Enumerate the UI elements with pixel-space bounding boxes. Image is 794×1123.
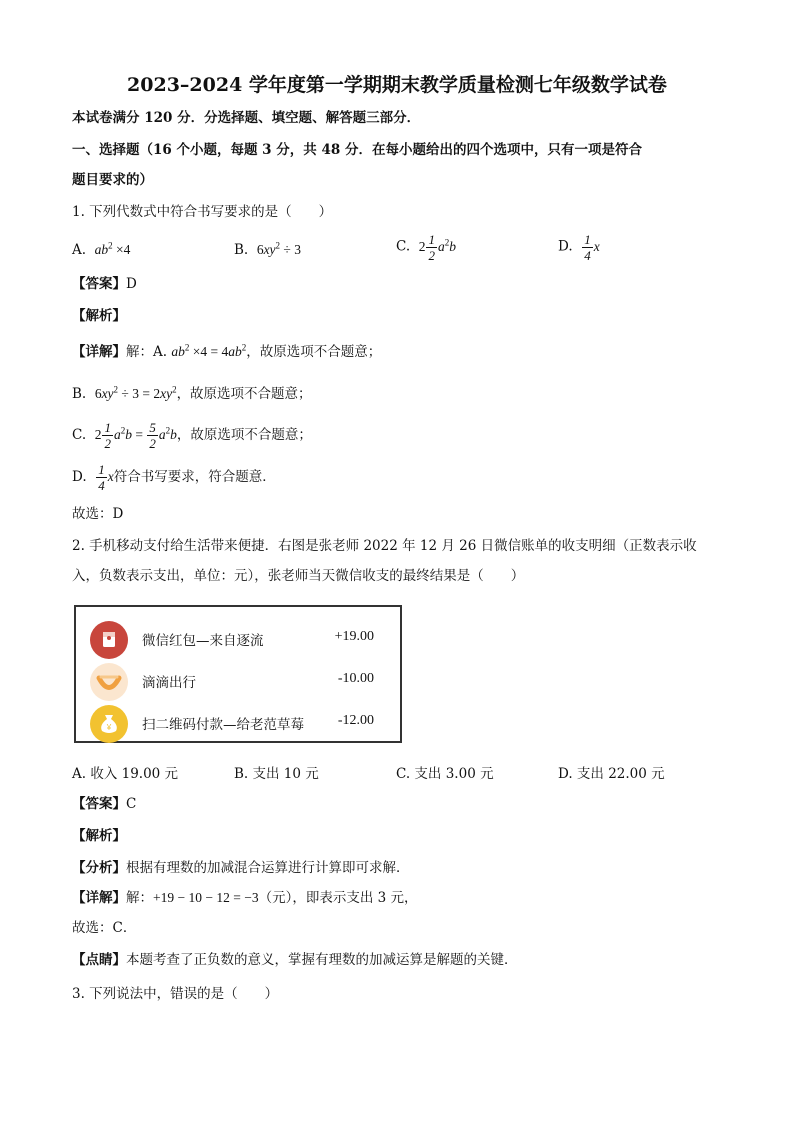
- q1-detail-a-prefix: 解：A.: [126, 344, 168, 360]
- q1-detail-c-prefix: C.: [72, 427, 87, 443]
- payment-amount: +19.00: [334, 629, 374, 644]
- q2-choose: 故选：C．: [72, 920, 137, 936]
- payment-label: 滴滴出行: [142, 675, 196, 691]
- q2-answer-tag: 【答案】: [72, 796, 126, 812]
- intro-text: 本试卷满分 120 分．分选择题、填空题、解答题三部分．: [72, 110, 421, 126]
- q1-detail-b-expr: $6xy^2 \div 3 = 2xy^2$: [94, 384, 177, 401]
- q1-answer-value: D: [126, 276, 137, 292]
- q2-option-b: B. 支出 10 元: [234, 766, 319, 782]
- q1-option-b-label: B.: [234, 242, 249, 258]
- payment-label: 扫二维码付款—给老范草莓: [142, 717, 304, 733]
- q1-detail-b-suffix: ，故原选项不合题意；: [176, 386, 312, 402]
- q1-option-a-expr: $ab^2 \times 4$: [94, 240, 131, 257]
- q2-detail: [72, 888, 418, 908]
- q2-stem-line1: 2. 手机移动支付给生活带来便捷．右图是张老师 2022 年 12 月 26 日微信账单的收支明细（正数表示收: [72, 538, 697, 554]
- q1-option-d-label: D.: [558, 238, 573, 255]
- payment-amount: -12.00: [337, 713, 374, 728]
- q1-detail-a: [72, 342, 381, 362]
- q1-detail-d-prefix: D.: [72, 469, 87, 485]
- q2-detail-tag: 【详解】: [72, 890, 126, 906]
- q1-detail-d: [72, 462, 276, 493]
- payment-row: [76, 701, 400, 743]
- q2-fenxi-tag: 【分析】: [72, 860, 126, 876]
- q1-option-a-label: A.: [72, 242, 87, 258]
- svg-text:¥: ¥: [106, 723, 112, 732]
- q1-detail-tag: 【详解】: [72, 344, 126, 360]
- q1-detail-d-expr: $\frac{1}{4}$ x: [98, 462, 114, 494]
- q1-detail-c: [72, 420, 312, 451]
- q1-choose: 故选：D: [72, 506, 124, 522]
- q1-answer: [72, 274, 137, 294]
- q2-detail-prefix: 解：: [126, 890, 153, 906]
- q2-detail-suffix: （元），即表示支出 3 元，: [258, 890, 418, 906]
- payment-details-box: [74, 605, 402, 743]
- q2-option-c: C. 支出 3.00 元: [396, 766, 494, 782]
- q1-detail-b: [72, 384, 312, 404]
- q2-dianjing-text: 本题考查了正负数的意义，掌握有理数的加减运算是解题的关键．: [126, 952, 518, 968]
- red-packet-icon: [90, 621, 128, 659]
- q1-option-c-label: C.: [396, 238, 411, 255]
- q2-answer: [72, 794, 136, 814]
- q2-stem-line2: 入，负数表示支出，单位：元），张老师当天微信收支的最终结果是（ ）: [72, 568, 525, 584]
- didi-icon: [90, 663, 128, 701]
- q1-stem: 1. 下列代数式中符合书写要求的是（ ）: [72, 204, 333, 220]
- payment-row: [76, 617, 400, 659]
- q2-dianjing: [72, 950, 518, 970]
- q1-detail-a-suffix: ，故原选项不合题意；: [246, 344, 382, 360]
- q1-detail-c-suffix: ，故原选项不合题意；: [176, 427, 312, 443]
- q1-option-c-expr: 2 $\frac{1}{2}$ $a^2b$: [418, 232, 456, 263]
- page-title: 2023–2024 学年度第一学期期末教学质量检测七年级数学试卷: [127, 74, 667, 96]
- q1-option-a: [72, 240, 130, 260]
- q1-detail-a-expr: $ab^2 \times 4 = 4ab^2$: [171, 342, 247, 359]
- q2-option-a: A. 收入 19.00 元: [72, 766, 179, 782]
- section1-heading-line2: 题目要求的）: [72, 172, 153, 188]
- q1-option-b: [234, 240, 301, 260]
- q2-detail-expr: +19 − 10 − 12 = −3: [153, 890, 259, 905]
- section1-heading-line1: 一、选择题（16 个小题，每题 3 分，共 48 分．在每小题给出的四个选项中，只有一项是符合: [72, 142, 642, 158]
- q1-option-b-expr: $6xy^2 \div 3$: [256, 240, 301, 257]
- q1-option-c: [396, 232, 456, 263]
- payment-amount: -10.00: [337, 671, 374, 686]
- payment-label: 微信红包—来自逐流: [142, 633, 264, 649]
- q3-stem: 3. 下列说法中，错误的是（ ）: [72, 986, 279, 1002]
- q1-detail-b-prefix: B.: [72, 386, 87, 402]
- q1-analysis-tag: 【解析】: [72, 308, 126, 324]
- q1-detail-c-expr: 2 $\frac{1}{2}$ $a^2b$ = $\frac{5}{2}$ $a^2b$: [94, 420, 177, 452]
- money-bag-icon: [90, 705, 128, 743]
- q2-fenxi: [72, 858, 410, 878]
- q2-dianjing-tag: 【点睛】: [72, 952, 126, 968]
- q2-option-d: D. 支出 22.00 元: [558, 766, 665, 782]
- q1-answer-tag: 【答案】: [72, 276, 126, 292]
- q2-analysis-tag: 【解析】: [72, 828, 126, 844]
- payment-row: [76, 659, 400, 701]
- q1-detail-d-suffix: 符合书写要求，符合题意．: [113, 469, 276, 485]
- q2-fenxi-text: 根据有理数的加减混合运算进行计算即可求解．: [126, 860, 410, 876]
- q2-answer-value: C: [126, 796, 137, 812]
- q1-option-d: [558, 232, 600, 263]
- q1-option-d-expr: $\frac{1}{4}$ x: [584, 232, 600, 263]
